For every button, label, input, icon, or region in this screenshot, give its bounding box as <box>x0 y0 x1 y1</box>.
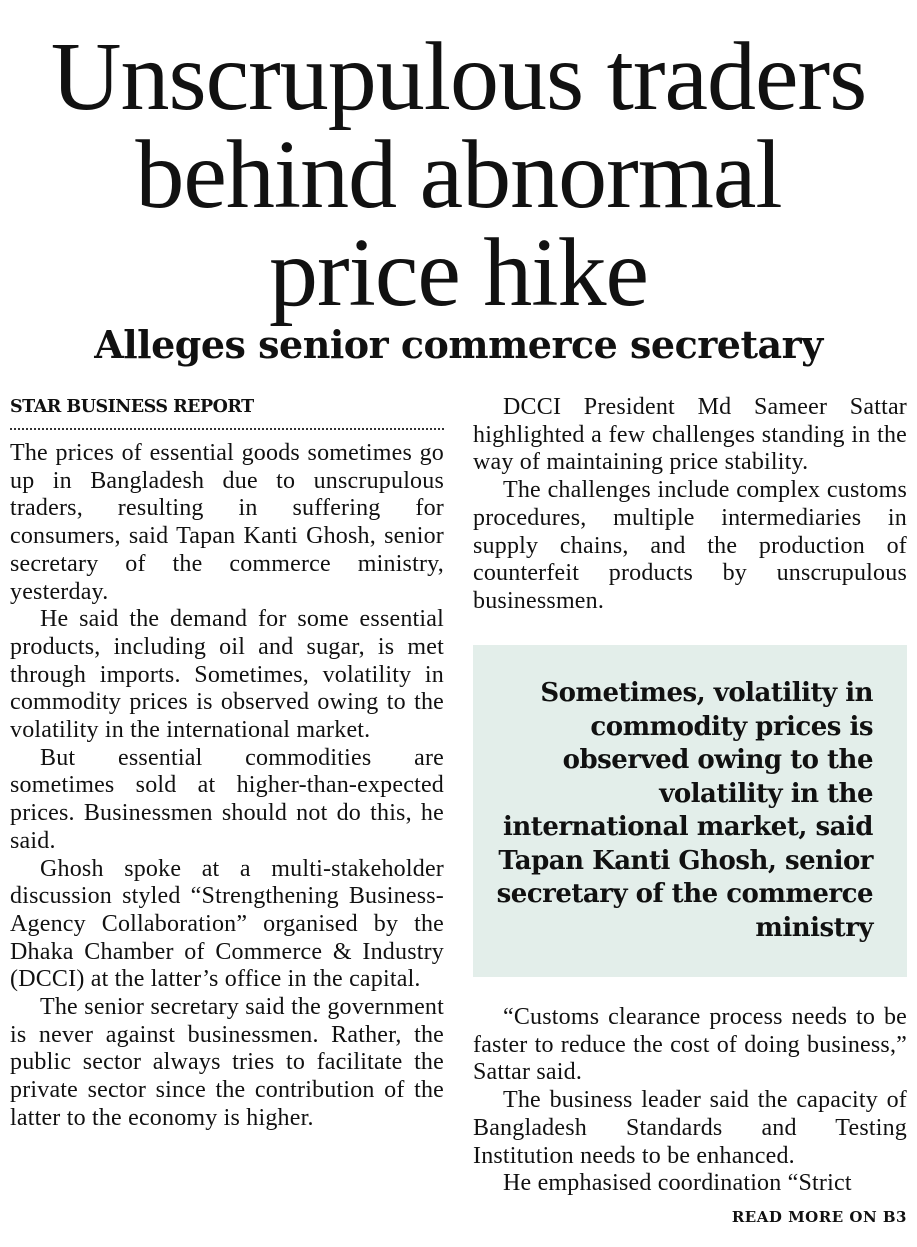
headline-line: behind abnormal <box>135 121 782 229</box>
pull-quote-box <box>473 645 907 977</box>
body-paragraph: The prices of essential goods sometimes go up in Bangladesh due to unscrupulous traders, resulting in suffering for consumers, said Tapan Kanti Ghosh, senior secretary of the commerce ministry, yesterday. <box>10 440 444 605</box>
right-column-top <box>473 394 907 616</box>
subheadline: Alleges senior commerce secretary <box>94 322 823 367</box>
body-paragraph: DCCI President Md Sameer Sattar highlighted a few challenges standing in the way of maintaining price stability. <box>473 394 907 476</box>
headline-line: price hike <box>268 219 649 327</box>
byline: STAR BUSINESS REPORT <box>10 397 254 417</box>
body-paragraph: He emphasised coordination “Strict <box>503 1170 852 1197</box>
read-more-link[interactable]: READ MORE ON B3 <box>731 1208 907 1226</box>
body-paragraph: Ghosh spoke at a multi-stakeholder discussion styled “Strengthening Business-Agency Collaboration” organised by the Dhaka Chamber of Commerce & Industry (DCCI) at the latter’s office in the capital. <box>10 855 444 993</box>
body-paragraph: The senior secretary said the government is never against businessmen. Rather, the public sector always tries to facilitate the private sector since the contribution of the latter to the economy is higher. <box>10 994 444 1131</box>
body-paragraph: The challenges include complex customs procedures, multiple intermediaries in supply chains, and the production of counterfeit products by unscrupulous businessmen. <box>473 477 907 614</box>
dotted-divider <box>10 428 444 430</box>
pull-quote-text: Sometimes, volatility in commodity prices is observed owing to the volatility in the international market, said Tapan Kanti Ghosh, senior secretary of the commerce ministry <box>496 678 873 943</box>
left-column <box>10 394 444 1133</box>
body-paragraph: “Customs clearance process needs to be faster to reduce the cost of doing business,” Sattar said. <box>473 1004 907 1086</box>
body-paragraph: He said the demand for some essential products, including oil and sugar, is met through imports. Sometimes, volatility in commodity prices is observed owing to the volatility in the international market. <box>10 606 444 744</box>
headline-line: Unscrupulous traders <box>50 23 867 131</box>
body-paragraph: But essential commodities are sometimes sold at higher-than-expected prices. Businessmen should not do this, he said. <box>10 744 444 854</box>
headline <box>0 23 917 327</box>
right-column-bottom <box>473 1004 907 1198</box>
body-paragraph: The business leader said the capacity of Bangladesh Standards and Testing Institution needs to be enhanced. <box>473 1087 907 1169</box>
